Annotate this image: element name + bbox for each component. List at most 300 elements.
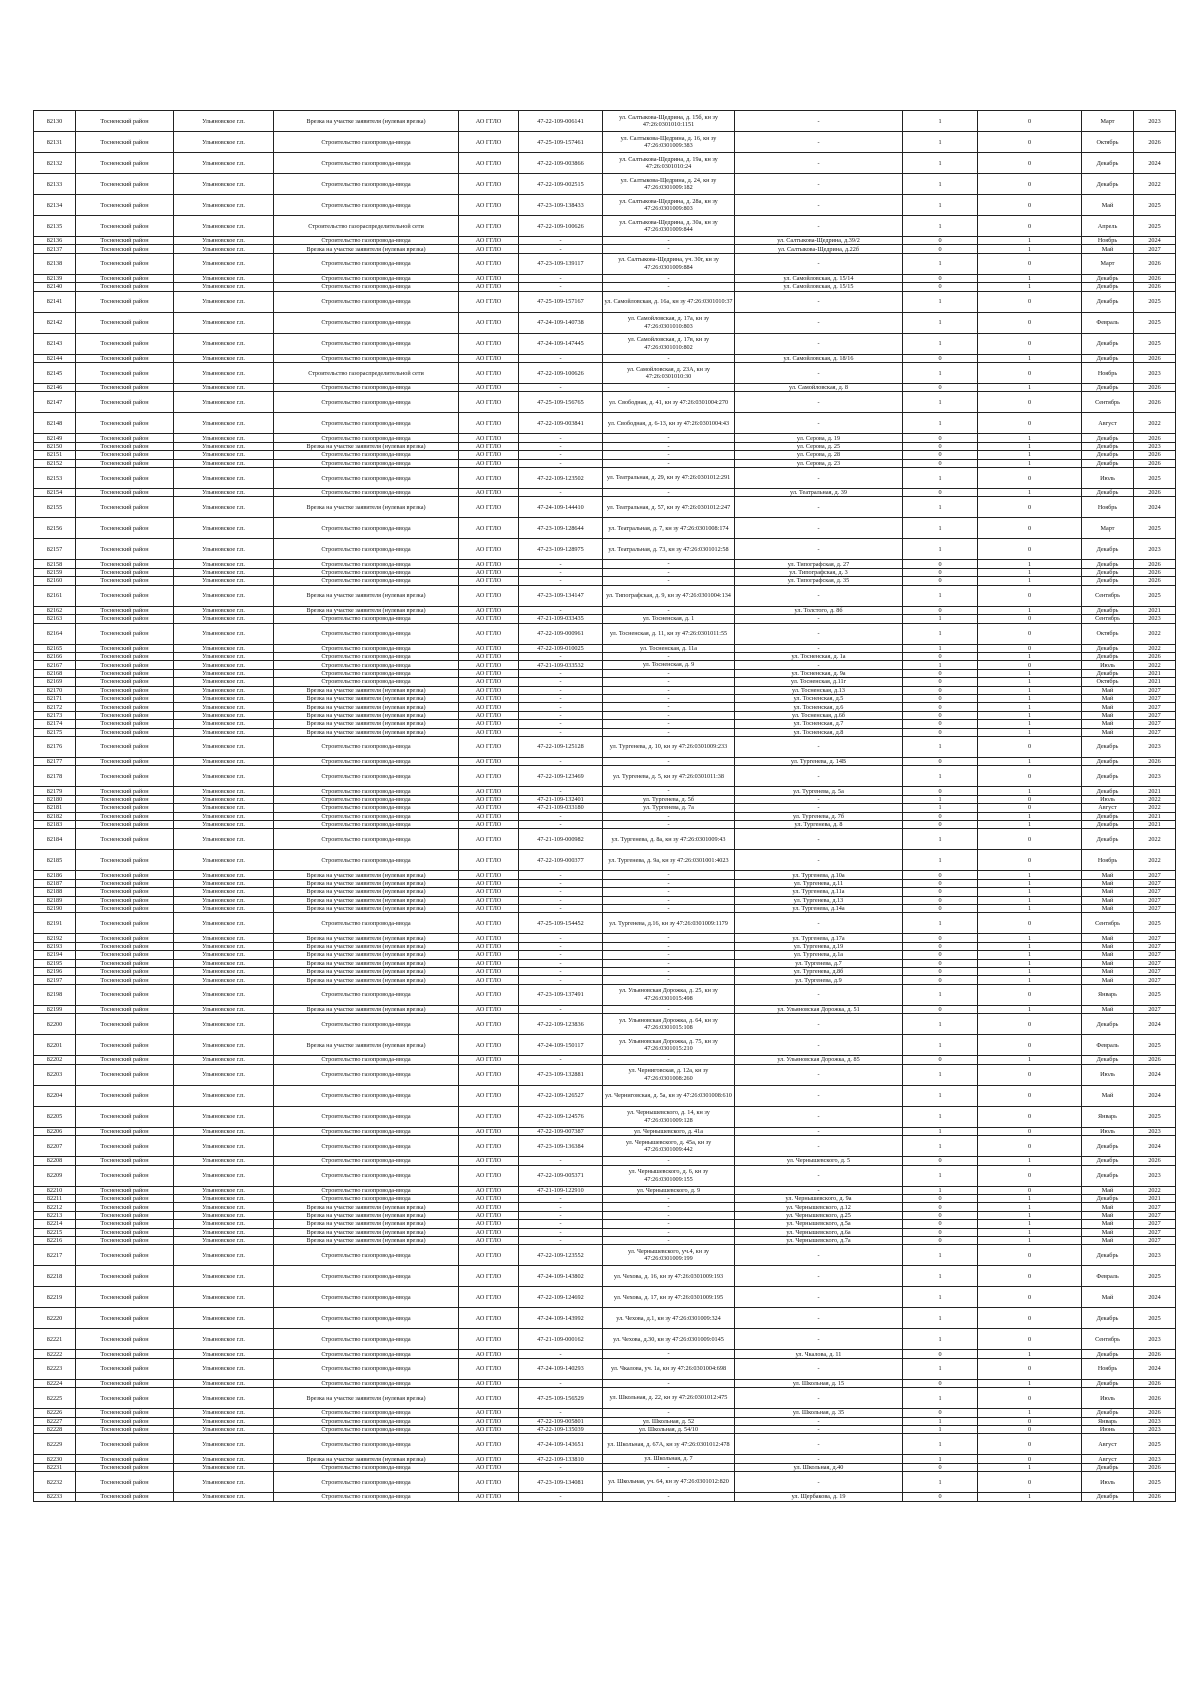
work-type-cell: Врезка на участке заявителя (нулевая врезка) <box>274 111 459 132</box>
row-number-cell: 82218 <box>34 1266 76 1287</box>
settlement-cell: Ульяновское г.п. <box>174 283 274 291</box>
settlement-cell: Ульяновское г.п. <box>174 392 274 413</box>
settlement-cell: Ульяновское г.п. <box>174 1064 274 1085</box>
address-cell: - <box>735 804 903 812</box>
address-cadastral-cell: ул. Черниговская, д. 12а, кн зу 47:26:0301008:260 <box>603 1064 735 1085</box>
flag-b-cell: 0 <box>978 1186 1082 1194</box>
table-row <box>34 1358 1176 1379</box>
table-row <box>34 237 1176 245</box>
district-cell: Тосненский район <box>76 1350 174 1358</box>
address-cadastral-cell: - <box>603 669 735 677</box>
flag-b-cell: 1 <box>978 1203 1082 1211</box>
settlement-cell: Ульяновское г.п. <box>174 585 274 606</box>
flag-a-cell: 0 <box>903 703 978 711</box>
flag-a-cell: 0 <box>903 1463 978 1471</box>
table-row <box>34 757 1176 765</box>
flag-a-cell: 1 <box>903 1472 978 1493</box>
flag-a-cell: 0 <box>903 1194 978 1202</box>
year-cell: 2023 <box>1134 766 1176 787</box>
settlement-cell: Ульяновское г.п. <box>174 661 274 669</box>
table-row <box>34 539 1176 560</box>
table-row <box>34 1434 1176 1455</box>
table-row <box>34 951 1176 959</box>
district-cell: Тосненский район <box>76 442 174 450</box>
district-cell: Тосненский район <box>76 1308 174 1329</box>
row-number-cell: 82228 <box>34 1425 76 1433</box>
settlement-cell: Ульяновское г.п. <box>174 1005 274 1013</box>
application-code-cell: - <box>519 669 603 677</box>
address-cadastral-cell: ул. Тосненская, д. 11а <box>603 644 735 652</box>
address-cadastral-cell: ул. Театральная, д. 7, кн зу 47:26:0301008:174 <box>603 518 735 539</box>
flag-a-cell: 1 <box>903 1388 978 1409</box>
month-cell: Декабрь <box>1082 1463 1134 1471</box>
year-cell: 2024 <box>1134 153 1176 174</box>
district-cell: Тосненский район <box>76 1493 174 1501</box>
table-row <box>34 686 1176 694</box>
address-cadastral-cell: - <box>603 888 735 896</box>
address-cell: - <box>735 174 903 195</box>
year-cell: 2023 <box>1134 1425 1176 1433</box>
settlement-cell: Ульяновское г.п. <box>174 1085 274 1106</box>
organization-cell: АО ГГЛО <box>459 253 519 274</box>
table-row <box>34 245 1176 253</box>
address-cell: - <box>735 1085 903 1106</box>
flag-b-cell: 0 <box>978 1085 1082 1106</box>
work-type-cell: Строительство газопровода-ввода <box>274 459 459 467</box>
row-number-cell: 82219 <box>34 1287 76 1308</box>
application-code-cell: - <box>519 1236 603 1244</box>
application-code-cell: 47-24-109-147445 <box>519 333 603 354</box>
year-cell: 2024 <box>1134 1136 1176 1157</box>
address-cell: - <box>735 615 903 623</box>
application-code-cell: - <box>519 703 603 711</box>
year-cell: 2027 <box>1134 1236 1176 1244</box>
application-code-cell: - <box>519 434 603 442</box>
row-number-cell: 82152 <box>34 459 76 467</box>
address-cadastral-cell: ул. Театральная, д. 29, кн зу 47:26:0301012:291 <box>603 468 735 489</box>
work-type-cell: Врезка на участке заявителя (нулевая врезка) <box>274 1236 459 1244</box>
month-cell: Декабрь <box>1082 384 1134 392</box>
year-cell: 2024 <box>1134 237 1176 245</box>
application-code-cell: 47-22-109-007387 <box>519 1127 603 1135</box>
row-number-cell: 82174 <box>34 720 76 728</box>
work-type-cell: Врезка на участке заявителя (нулевая врезка) <box>274 703 459 711</box>
address-cadastral-cell: ул. Школьная, д. 7 <box>603 1455 735 1463</box>
district-cell: Тосненский район <box>76 795 174 803</box>
district-cell: Тосненский район <box>76 577 174 585</box>
month-cell: Май <box>1082 959 1134 967</box>
year-cell: 2021 <box>1134 1194 1176 1202</box>
organization-cell: АО ГГЛО <box>459 577 519 585</box>
district-cell: Тосненский район <box>76 757 174 765</box>
work-type-cell: Строительство газопровода-ввода <box>274 1329 459 1350</box>
address-cadastral-cell: ул. Самойловская, д. 16а, кн зу 47:26:0301010:37 <box>603 291 735 312</box>
month-cell: Декабрь <box>1082 283 1134 291</box>
work-type-cell: Строительство газопровода-ввода <box>274 1350 459 1358</box>
flag-a-cell: 0 <box>903 245 978 253</box>
district-cell: Тосненский район <box>76 384 174 392</box>
work-type-cell: Врезка на участке заявителя (нулевая врезка) <box>274 896 459 904</box>
application-code-cell: - <box>519 728 603 736</box>
settlement-cell: Ульяновское г.п. <box>174 1455 274 1463</box>
address-cell: ул. Тургенева, д.17а <box>735 934 903 942</box>
organization-cell: АО ГГЛО <box>459 333 519 354</box>
year-cell: 2027 <box>1134 720 1176 728</box>
flag-b-cell: 0 <box>978 984 1082 1005</box>
flag-a-cell: 0 <box>903 1409 978 1417</box>
row-number-cell: 82194 <box>34 951 76 959</box>
flag-a-cell: 1 <box>903 392 978 413</box>
work-type-cell: Врезка на участке заявителя (нулевая врезка) <box>274 871 459 879</box>
year-cell: 2027 <box>1134 703 1176 711</box>
organization-cell: АО ГГЛО <box>459 888 519 896</box>
flag-a-cell: 1 <box>903 661 978 669</box>
settlement-cell: Ульяновское г.п. <box>174 968 274 976</box>
settlement-cell: Ульяновское г.п. <box>174 1358 274 1379</box>
table-row <box>34 615 1176 623</box>
flag-a-cell: 1 <box>903 1329 978 1350</box>
organization-cell: АО ГГЛО <box>459 1379 519 1387</box>
flag-a-cell: 1 <box>903 413 978 434</box>
address-cadastral-cell: ул. Салтыкова-Щедрина, уч. 30г, кн зу 47:26:0301009:884 <box>603 253 735 274</box>
month-cell: Октябрь <box>1082 678 1134 686</box>
work-type-cell: Строительство газопровода-ввода <box>274 560 459 568</box>
organization-cell: АО ГГЛО <box>459 652 519 660</box>
district-cell: Тосненский район <box>76 1194 174 1202</box>
flag-a-cell: 0 <box>903 728 978 736</box>
month-cell: Май <box>1082 905 1134 913</box>
flag-a-cell: 1 <box>903 1245 978 1266</box>
address-cadastral-cell: ул. Чернышевского, д. 45а, кн зу 47:26:0301009:442 <box>603 1136 735 1157</box>
table-row <box>34 1136 1176 1157</box>
flag-b-cell: 0 <box>978 615 1082 623</box>
application-code-cell: 47-25-109-156529 <box>519 1388 603 1409</box>
work-type-cell: Врезка на участке заявителя (нулевая врезка) <box>274 497 459 518</box>
settlement-cell: Ульяновское г.п. <box>174 1493 274 1501</box>
address-cadastral-cell: - <box>603 606 735 614</box>
month-cell: Май <box>1082 703 1134 711</box>
flag-b-cell: 0 <box>978 766 1082 787</box>
address-cadastral-cell: - <box>603 442 735 450</box>
address-cadastral-cell: ул. Тургенева, д. 5б <box>603 795 735 803</box>
table-row <box>34 871 1176 879</box>
address-cell: - <box>735 1425 903 1433</box>
application-code-cell: - <box>519 384 603 392</box>
month-cell: Август <box>1082 804 1134 812</box>
settlement-cell: Ульяновское г.п. <box>174 1056 274 1064</box>
month-cell: Декабрь <box>1082 568 1134 576</box>
month-cell: Декабрь <box>1082 1245 1134 1266</box>
organization-cell: АО ГГЛО <box>459 291 519 312</box>
settlement-cell: Ульяновское г.п. <box>174 1203 274 1211</box>
address-cell: ул. Тургенева, д.11 <box>735 879 903 887</box>
table-row <box>34 111 1176 132</box>
settlement-cell: Ульяновское г.п. <box>174 468 274 489</box>
address-cell: - <box>735 291 903 312</box>
district-cell: Тосненский район <box>76 1136 174 1157</box>
year-cell: 2026 <box>1134 1409 1176 1417</box>
district-cell: Тосненский район <box>76 1203 174 1211</box>
flag-b-cell: 1 <box>978 1379 1082 1387</box>
address-cell: - <box>735 850 903 871</box>
address-cadastral-cell: - <box>603 1379 735 1387</box>
district-cell: Тосненский район <box>76 1064 174 1085</box>
settlement-cell: Ульяновское г.п. <box>174 850 274 871</box>
work-type-cell: Врезка на участке заявителя (нулевая врезка) <box>274 686 459 694</box>
year-cell: 2022 <box>1134 644 1176 652</box>
table-row <box>34 585 1176 606</box>
address-cadastral-cell: - <box>603 237 735 245</box>
application-code-cell: - <box>519 686 603 694</box>
flag-b-cell: 0 <box>978 1035 1082 1056</box>
year-cell: 2023 <box>1134 363 1176 384</box>
application-code-cell: - <box>519 888 603 896</box>
organization-cell: АО ГГЛО <box>459 497 519 518</box>
work-type-cell: Строительство газопровода-ввода <box>274 812 459 820</box>
flag-b-cell: 0 <box>978 153 1082 174</box>
flag-b-cell: 1 <box>978 245 1082 253</box>
flag-b-cell: 1 <box>978 694 1082 702</box>
settlement-cell: Ульяновское г.п. <box>174 568 274 576</box>
work-type-cell: Строительство газопровода-ввода <box>274 661 459 669</box>
year-cell: 2023 <box>1134 1127 1176 1135</box>
application-code-cell: - <box>519 934 603 942</box>
flag-b-cell: 0 <box>978 1245 1082 1266</box>
table-row <box>34 821 1176 829</box>
application-code-cell: - <box>519 1379 603 1387</box>
table-row <box>34 959 1176 967</box>
settlement-cell: Ульяновское г.п. <box>174 1287 274 1308</box>
flag-b-cell: 0 <box>978 312 1082 333</box>
month-cell: Май <box>1082 896 1134 904</box>
year-cell: 2022 <box>1134 795 1176 803</box>
year-cell: 2026 <box>1134 1493 1176 1501</box>
year-cell: 2027 <box>1134 976 1176 984</box>
work-type-cell: Строительство газопровода-ввода <box>274 291 459 312</box>
address-cell: ул. Ульяновская Дорожка, д. 85 <box>735 1056 903 1064</box>
row-number-cell: 82169 <box>34 678 76 686</box>
flag-a-cell: 1 <box>903 253 978 274</box>
flag-b-cell: 0 <box>978 1165 1082 1186</box>
address-cadastral-cell: - <box>603 1005 735 1013</box>
address-cadastral-cell: ул. Салтыкова-Щедрина, д. 16, кн зу 47:26:0301009:383 <box>603 132 735 153</box>
address-cell: ул. Тургенева, д.11а <box>735 888 903 896</box>
application-code-cell: - <box>519 560 603 568</box>
district-cell: Тосненский район <box>76 728 174 736</box>
organization-cell: АО ГГЛО <box>459 812 519 820</box>
district-cell: Тосненский район <box>76 694 174 702</box>
application-code-cell: - <box>519 283 603 291</box>
row-number-cell: 82155 <box>34 497 76 518</box>
district-cell: Тосненский район <box>76 216 174 237</box>
flag-b-cell: 0 <box>978 497 1082 518</box>
address-cell: - <box>735 497 903 518</box>
flag-a-cell: 1 <box>903 132 978 153</box>
row-number-cell: 82138 <box>34 253 76 274</box>
month-cell: Май <box>1082 1085 1134 1106</box>
application-code-cell: 47-22-109-100626 <box>519 363 603 384</box>
flag-a-cell: 0 <box>903 711 978 719</box>
address-cell: ул. Ульяновская Дорожка, д. 51 <box>735 1005 903 1013</box>
organization-cell: АО ГГЛО <box>459 686 519 694</box>
flag-a-cell: 0 <box>903 354 978 362</box>
row-number-cell: 82151 <box>34 451 76 459</box>
settlement-cell: Ульяновское г.п. <box>174 829 274 850</box>
table-row <box>34 888 1176 896</box>
district-cell: Тосненский район <box>76 711 174 719</box>
month-cell: Декабрь <box>1082 812 1134 820</box>
address-cell: - <box>735 1472 903 1493</box>
flag-b-cell: 0 <box>978 333 1082 354</box>
flag-b-cell: 1 <box>978 711 1082 719</box>
address-cadastral-cell: - <box>603 812 735 820</box>
month-cell: Декабрь <box>1082 451 1134 459</box>
flag-b-cell: 1 <box>978 728 1082 736</box>
address-cadastral-cell: ул. Ульяновская Дорожка, д. 25, кн зу 47:26:0301015:498 <box>603 984 735 1005</box>
table-row <box>34 1472 1176 1493</box>
month-cell: Ноябрь <box>1082 1358 1134 1379</box>
organization-cell: АО ГГЛО <box>459 111 519 132</box>
district-cell: Тосненский район <box>76 888 174 896</box>
address-cell: - <box>735 1358 903 1379</box>
settlement-cell: Ульяновское г.п. <box>174 1425 274 1433</box>
address-cell: - <box>735 1035 903 1056</box>
application-code-cell: 47-22-109-125128 <box>519 736 603 757</box>
address-cadastral-cell: - <box>603 1220 735 1228</box>
application-code-cell: - <box>519 1228 603 1236</box>
table-row <box>34 1245 1176 1266</box>
work-type-cell: Строительство газопровода-ввода <box>274 1194 459 1202</box>
year-cell: 2025 <box>1134 1035 1176 1056</box>
month-cell: Май <box>1082 1236 1134 1244</box>
application-code-cell: - <box>519 787 603 795</box>
table-row <box>34 703 1176 711</box>
address-cell: ул. Тургенева, д. 5а <box>735 787 903 795</box>
work-type-cell: Врезка на участке заявителя (нулевая врезка) <box>274 959 459 967</box>
table-row <box>34 942 1176 950</box>
month-cell: Декабрь <box>1082 560 1134 568</box>
address-cadastral-cell: ул. Тосненская, д. 9 <box>603 661 735 669</box>
year-cell: 2027 <box>1134 871 1176 879</box>
address-cell: ул. Тургенева, д.14а <box>735 905 903 913</box>
flag-b-cell: 1 <box>978 451 1082 459</box>
settlement-cell: Ульяновское г.п. <box>174 413 274 434</box>
table-row <box>34 560 1176 568</box>
address-cadastral-cell: ул. Самойловская, д. 23А, кн зу 47:26:0301010:30 <box>603 363 735 384</box>
flag-a-cell: 0 <box>903 652 978 660</box>
organization-cell: АО ГГЛО <box>459 1417 519 1425</box>
work-type-cell: Строительство газопровода-ввода <box>274 333 459 354</box>
work-type-cell: Строительство газопровода-ввода <box>274 354 459 362</box>
address-cell: ул. Щербакова, д. 19 <box>735 1493 903 1501</box>
flag-a-cell: 1 <box>903 1106 978 1127</box>
flag-a-cell: 0 <box>903 1203 978 1211</box>
district-cell: Тосненский район <box>76 669 174 677</box>
flag-a-cell: 1 <box>903 333 978 354</box>
application-code-cell: 47-23-109-137491 <box>519 984 603 1005</box>
work-type-cell: Врезка на участке заявителя (нулевая врезка) <box>274 879 459 887</box>
flag-b-cell: 1 <box>978 821 1082 829</box>
year-cell: 2026 <box>1134 1463 1176 1471</box>
address-cadastral-cell: ул. Школьная, д. 52 <box>603 1417 735 1425</box>
address-cell: ул. Тосненская, д. 1а <box>735 652 903 660</box>
address-cadastral-cell: ул. Салтыкова-Щедрина, д. 15б, кн зу 47:26:0301010:1151 <box>603 111 735 132</box>
application-code-cell: 47-21-109-122910 <box>519 1186 603 1194</box>
organization-cell: АО ГГЛО <box>459 1157 519 1165</box>
flag-a-cell: 1 <box>903 1358 978 1379</box>
application-code-cell: - <box>519 1157 603 1165</box>
work-type-cell: Врезка на участке заявителя (нулевая врезка) <box>274 728 459 736</box>
work-type-cell: Врезка на участке заявителя (нулевая врезка) <box>274 711 459 719</box>
flag-a-cell: 0 <box>903 669 978 677</box>
work-type-cell: Строительство газопровода-ввода <box>274 1287 459 1308</box>
table-row <box>34 795 1176 803</box>
table-row <box>34 195 1176 216</box>
work-type-cell: Строительство газопровода-ввода <box>274 1425 459 1433</box>
row-number-cell: 82139 <box>34 274 76 282</box>
row-number-cell: 82135 <box>34 216 76 237</box>
district-cell: Тосненский район <box>76 787 174 795</box>
organization-cell: АО ГГЛО <box>459 711 519 719</box>
flag-a-cell: 0 <box>903 905 978 913</box>
address-cell: - <box>735 1014 903 1035</box>
month-cell: Октябрь <box>1082 623 1134 644</box>
organization-cell: АО ГГЛО <box>459 968 519 976</box>
month-cell: Декабрь <box>1082 442 1134 450</box>
row-number-cell: 82205 <box>34 1106 76 1127</box>
row-number-cell: 82145 <box>34 363 76 384</box>
flag-b-cell: 0 <box>978 392 1082 413</box>
work-type-cell: Строительство газопровода-ввода <box>274 451 459 459</box>
flag-b-cell: 1 <box>978 606 1082 614</box>
work-type-cell: Строительство газопровода-ввода <box>274 539 459 560</box>
district-cell: Тосненский район <box>76 153 174 174</box>
district-cell: Тосненский район <box>76 661 174 669</box>
organization-cell: АО ГГЛО <box>459 384 519 392</box>
organization-cell: АО ГГЛО <box>459 1211 519 1219</box>
application-code-cell: 47-24-109-143802 <box>519 1266 603 1287</box>
district-cell: Тосненский район <box>76 363 174 384</box>
month-cell: Февраль <box>1082 1035 1134 1056</box>
table-row <box>34 153 1176 174</box>
settlement-cell: Ульяновское г.п. <box>174 216 274 237</box>
organization-cell: АО ГГЛО <box>459 1245 519 1266</box>
settlement-cell: Ульяновское г.п. <box>174 686 274 694</box>
settlement-cell: Ульяновское г.п. <box>174 888 274 896</box>
row-number-cell: 82143 <box>34 333 76 354</box>
address-cadastral-cell: - <box>603 1463 735 1471</box>
organization-cell: АО ГГЛО <box>459 728 519 736</box>
settlement-cell: Ульяновское г.п. <box>174 812 274 820</box>
application-code-cell: 47-22-109-000377 <box>519 850 603 871</box>
address-cadastral-cell: - <box>603 942 735 950</box>
organization-cell: АО ГГЛО <box>459 1236 519 1244</box>
address-cadastral-cell: - <box>603 459 735 467</box>
month-cell: Май <box>1082 686 1134 694</box>
table-row <box>34 1228 1176 1236</box>
address-cell: ул. Типографская, д. 35 <box>735 577 903 585</box>
table-row <box>34 1157 1176 1165</box>
address-cadastral-cell: - <box>603 434 735 442</box>
flag-a-cell: 0 <box>903 1220 978 1228</box>
application-code-cell: - <box>519 711 603 719</box>
application-code-cell: 47-21-109-033435 <box>519 615 603 623</box>
address-cadastral-cell: - <box>603 354 735 362</box>
flag-a-cell: 0 <box>903 879 978 887</box>
flag-b-cell: 0 <box>978 661 1082 669</box>
settlement-cell: Ульяновское г.п. <box>174 1350 274 1358</box>
application-code-cell: 47-25-109-157461 <box>519 132 603 153</box>
